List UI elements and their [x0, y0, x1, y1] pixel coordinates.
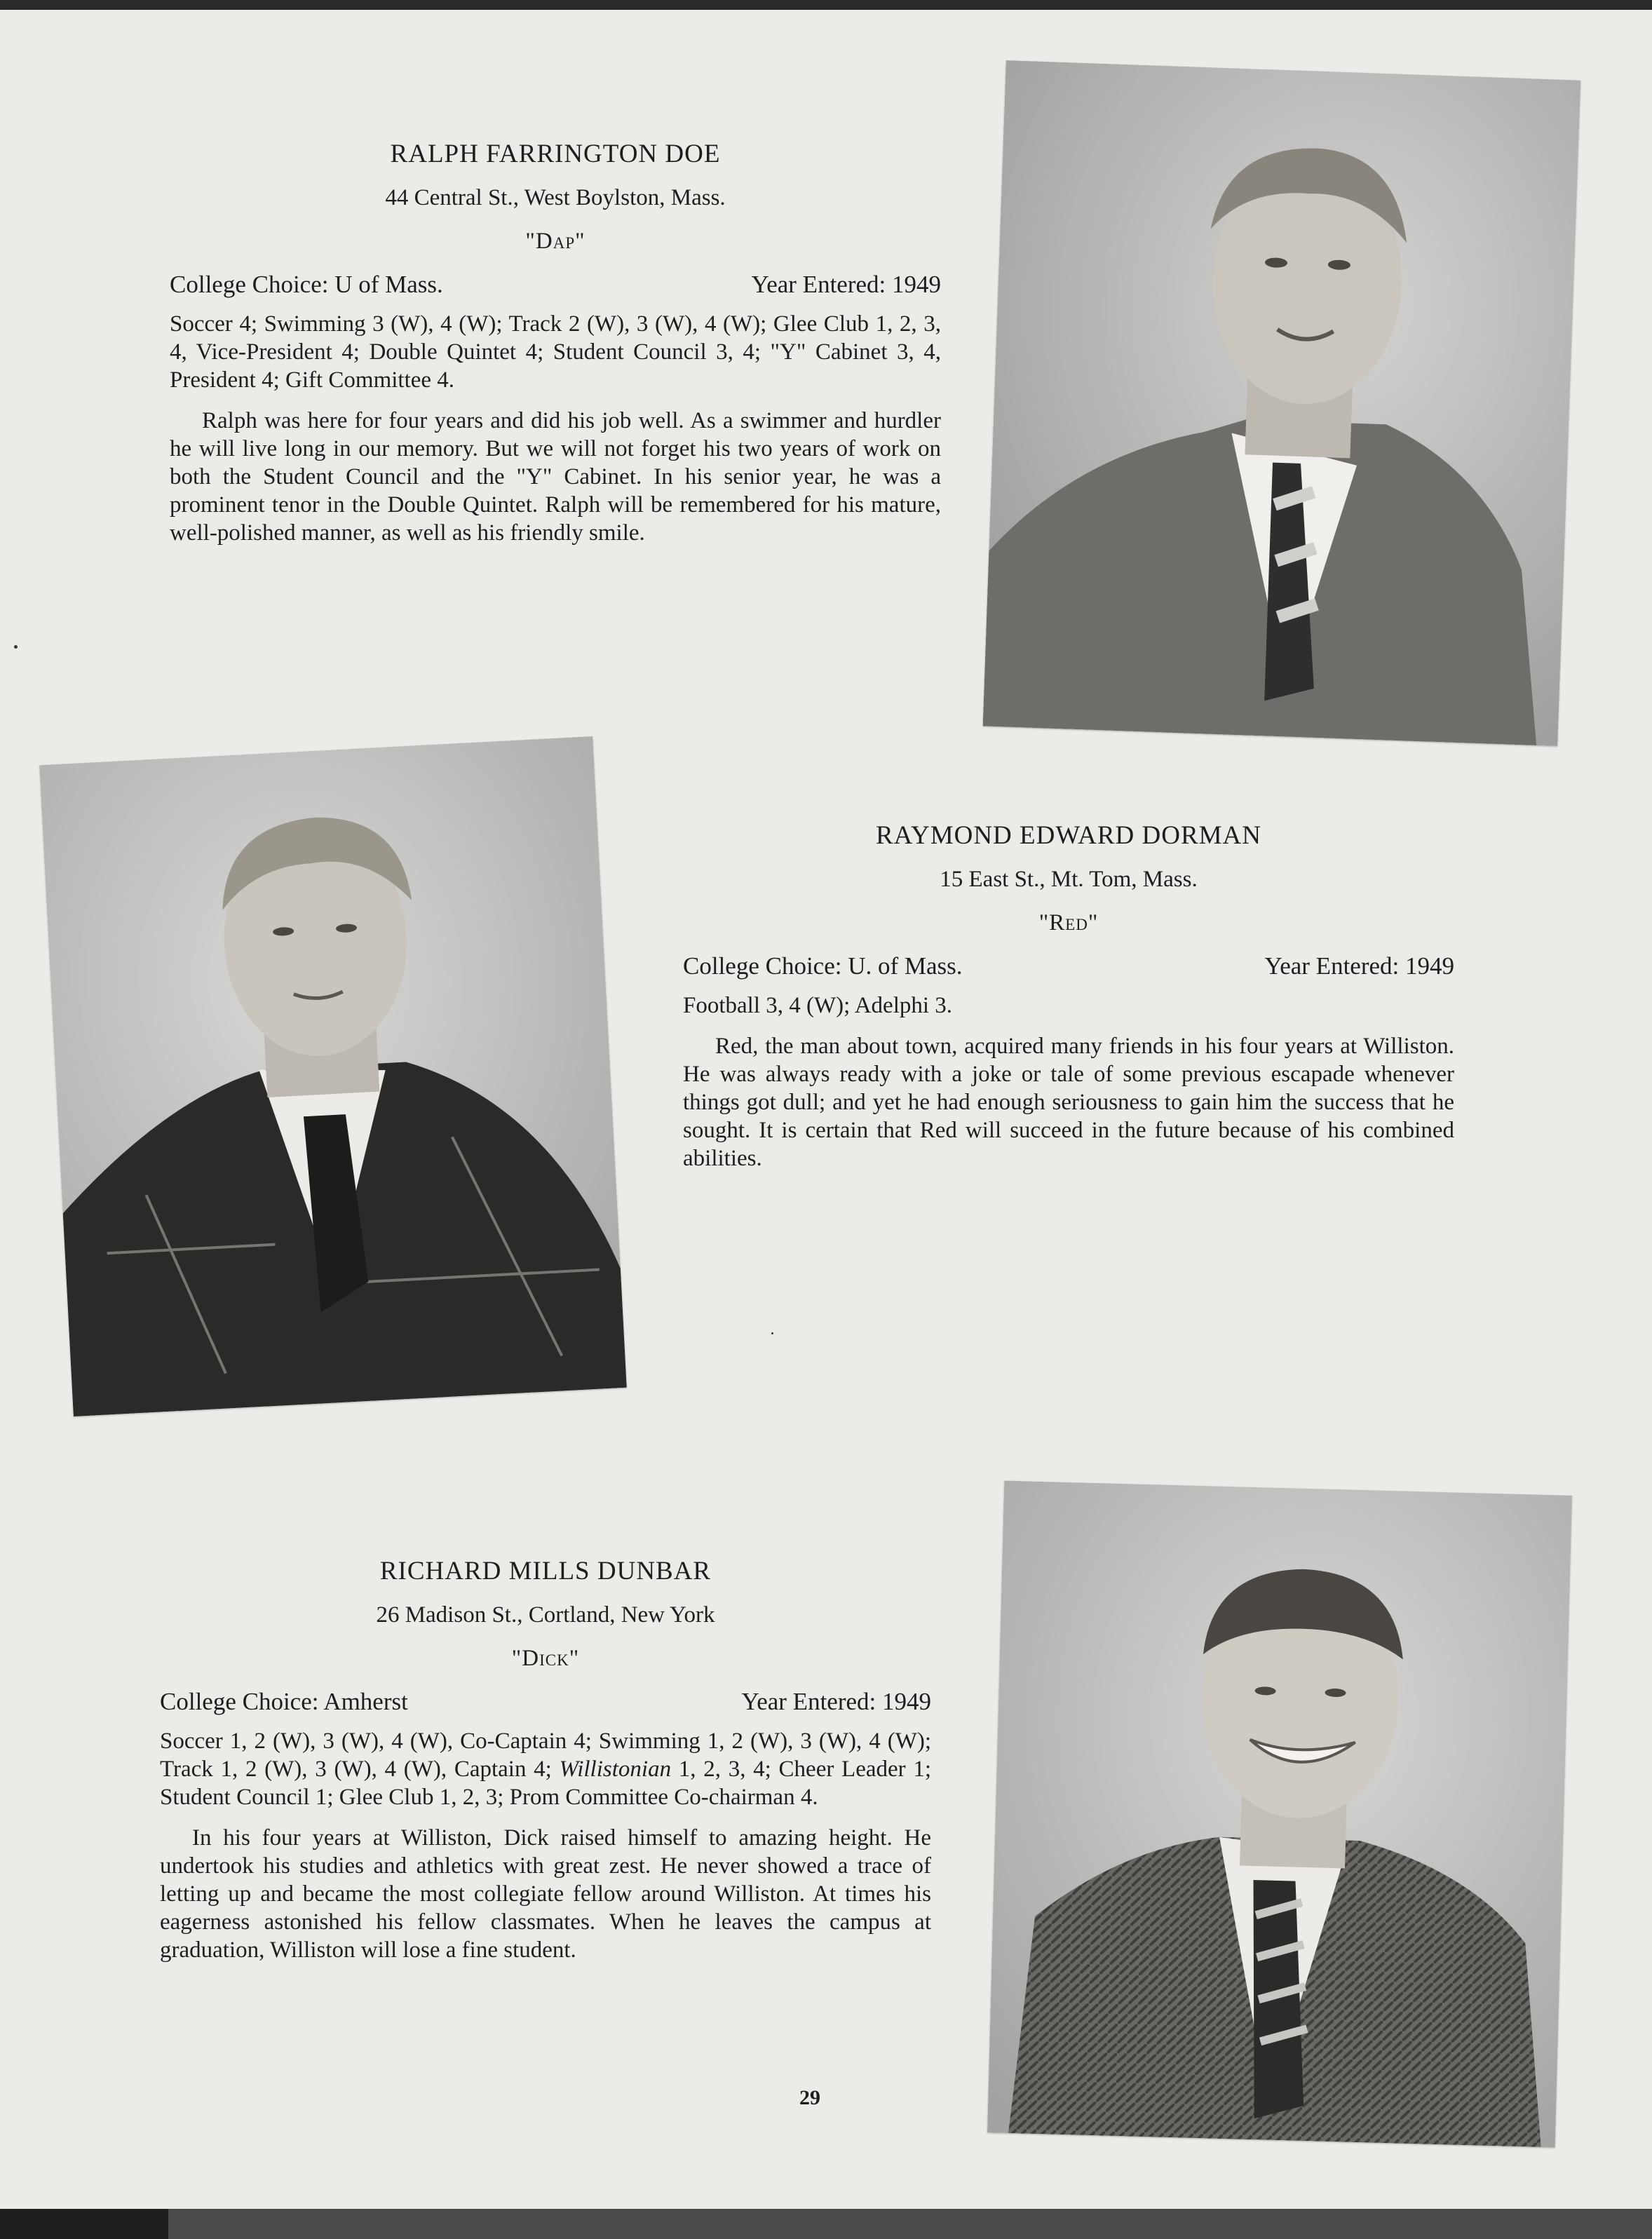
- biography: Ralph was here for four years and did his job well. As a swimmer and hurdler he will live long in our memory. But we will not forget his two years of work on both the Student Council and the "Y" Cabinet. In his senior year, he was a prominent tenor in the Double Quintet. Ralph will be remembered for his mature, well-polished manner, as well as his friendly smile.: [170, 408, 941, 546]
- enrollment-info: [170, 268, 941, 302]
- year-entered: Year Entered: 1949: [1264, 952, 1454, 980]
- portrait-photo-doe: [983, 60, 1581, 746]
- student-name: RALPH FARRINGTON DOE: [390, 140, 721, 168]
- portrait-photo-dunbar: [987, 1481, 1572, 2148]
- page-number: 29: [799, 2086, 820, 2109]
- activities-list: [160, 1727, 931, 1811]
- scan-speck: [771, 1332, 773, 1334]
- college-choice: College Choice: Amherst: [160, 1688, 408, 1715]
- college-choice: College Choice: U. of Mass.: [683, 952, 963, 980]
- student-address: 26 Madison St., Cortland, New York: [376, 1602, 715, 1628]
- enrollment-info: [683, 949, 1454, 983]
- year-entered: Year Entered: 1949: [751, 271, 941, 298]
- student-address: 15 East St., Mt. Tom, Mass.: [940, 867, 1198, 892]
- senior-entry-dorman: [683, 819, 1454, 1172]
- student-address: 44 Central St., West Boylston, Mass.: [385, 185, 726, 210]
- scan-speck: [14, 645, 18, 649]
- senior-entry-dunbar: [160, 1555, 931, 1964]
- student-nickname: "Dick": [511, 1646, 580, 1671]
- student-nickname: "Dap": [525, 229, 585, 254]
- senior-entry-doe: [170, 137, 941, 547]
- student-name: RAYMOND EDWARD DORMAN: [875, 821, 1261, 850]
- scan-bottom-edge: [0, 2209, 1652, 2239]
- student-name: RICHARD MILLS DUNBAR: [379, 1557, 712, 1585]
- publication-title: Willistonian: [559, 1757, 672, 1782]
- student-nickname: "Red": [1038, 910, 1099, 935]
- year-entered: Year Entered: 1949: [741, 1688, 931, 1715]
- activities-list: Football 3, 4 (W); Adelphi 3.: [683, 993, 953, 1018]
- activities-list: Soccer 4; Swimming 3 (W), 4 (W); Track 2 (W), 3 (W), 4 (W); Glee Club 1, 2, 3, 4, Vice-President 4; Double Quintet 4; Student Council 3, 4; "Y" Cabinet 3, 4, President 4; Gift Committee 4.: [170, 311, 941, 393]
- activities-text: 1, 2, 3, 4; Cheer Leader 1; Student Council 1; Glee Club 1, 2, 3; Prom Committee Co-chairman 4.: [160, 1757, 932, 1810]
- activities-text: Soccer 1, 2 (W), 3 (W), 4 (W), Co-Captain 4; Swimming 1, 2 (W), 3 (W), 4 (W); Track 1, 2 (W), 3 (W), 4 (W), Captain 4;: [160, 1729, 931, 1782]
- biography: Red, the man about town, acquired many friends in his four years at Williston. He was always ready with a joke or tale of some previous escapade whenever things got dull; and yet he had enough seriousness to gain him the success that he sought. It is certain that Red will succeed in the future because of his combined abilities.: [683, 1034, 1454, 1171]
- enrollment-info: [160, 1685, 931, 1719]
- biography: In his four years at Williston, Dick raised himself to amazing height. He undertook his studies and athletics with great zest. He never showed a trace of letting up and became the most collegiate fellow around Williston. At times his eagerness astonished his fellow classmates. When he leaves the campus at graduation, Williston will lose a fine student.: [160, 1825, 931, 1963]
- college-choice: College Choice: U of Mass.: [170, 271, 443, 298]
- portrait-photo-dorman: [39, 736, 627, 1416]
